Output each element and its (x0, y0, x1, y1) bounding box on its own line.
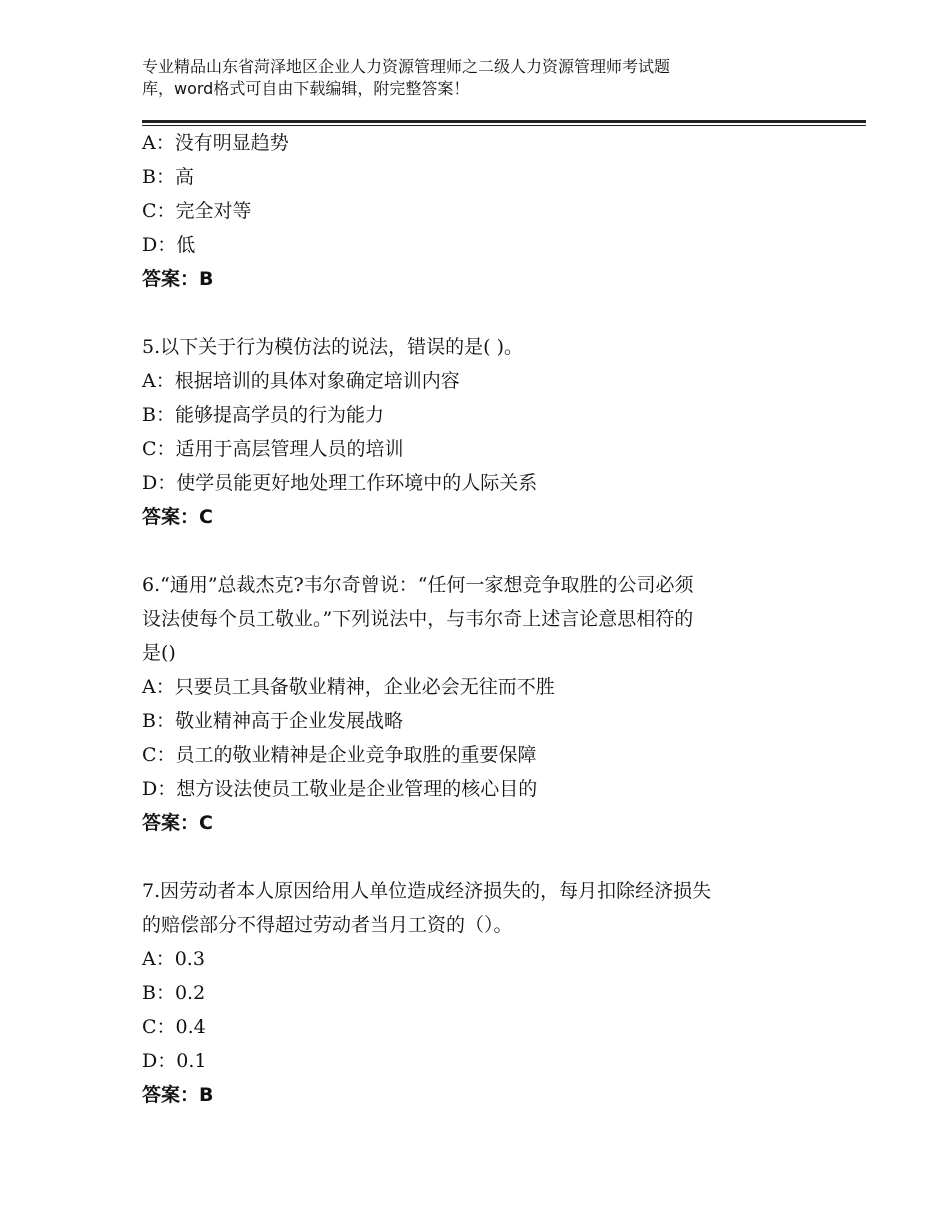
question-5 (142, 330, 822, 534)
q7-stem-line-2: 的赔偿部分不得超过劳动者当月工资的（）。 (142, 914, 513, 936)
q7-option-b: B：0.2 (142, 982, 206, 1004)
header-line-2: 库，word格式可自由下载编辑，附完整答案！ (142, 79, 470, 98)
spacer (142, 534, 822, 568)
q4-option-a: A：没有明显趋势 (142, 132, 289, 154)
q7-option-c: C：0.4 (142, 1016, 206, 1038)
q5-option-b: B：能够提高学员的行为能力 (142, 404, 384, 426)
q7-option-d: D：0.1 (142, 1050, 207, 1072)
q6-answer: 答案：C (142, 812, 213, 834)
q6-stem-line-3: 是() (142, 642, 176, 664)
spacer (142, 840, 822, 874)
q7-option-a: A：0.3 (142, 948, 205, 970)
q5-option-a: A：根据培训的具体对象确定培训内容 (142, 370, 460, 392)
q4-option-c: C：完全对等 (142, 200, 252, 222)
header-rule-thick (142, 120, 866, 123)
q4-option-b: B：高 (142, 166, 194, 188)
question-list (142, 126, 822, 1112)
q5-option-c: C：适用于高层管理人员的培训 (142, 438, 404, 460)
q6-stem-line-2: 设法使每个员工敬业。”下列说法中，与韦尔奇上述言论意思相符的 (142, 608, 694, 630)
header-line-1: 专业精品山东省菏泽地区企业人力资源管理师之二级人力资源管理师考试题 (142, 57, 671, 76)
q5-option-d: D：使学员能更好地处理工作环境中的人际关系 (142, 472, 538, 494)
spacer (142, 296, 822, 330)
page-header (142, 56, 782, 100)
q6-option-b: B：敬业精神高于企业发展战略 (142, 710, 403, 732)
question-6 (142, 568, 822, 840)
q6-option-d: D：想方设法使员工敬业是企业管理的核心目的 (142, 778, 538, 800)
question-7 (142, 874, 822, 1112)
q6-stem-line-1: 6.“通用”总裁杰克?韦尔奇曾说：“任何一家想竞争取胜的公司必须 (142, 574, 694, 596)
q4-option-d: D：低 (142, 234, 196, 256)
q6-option-c: C：员工的敬业精神是企业竞争取胜的重要保障 (142, 744, 537, 766)
q5-answer: 答案：C (142, 506, 213, 528)
q7-stem-line-1: 7.因劳动者本人原因给用人单位造成经济损失的，每月扣除经济损失 (142, 880, 712, 902)
question-4 (142, 126, 822, 296)
q4-answer: 答案：B (142, 268, 214, 290)
q5-stem: 5.以下关于行为模仿法的说法，错误的是( )。 (142, 336, 523, 358)
q7-answer: 答案：B (142, 1084, 214, 1106)
q6-option-a: A：只要员工具备敬业精神，企业必会无往而不胜 (142, 676, 555, 698)
